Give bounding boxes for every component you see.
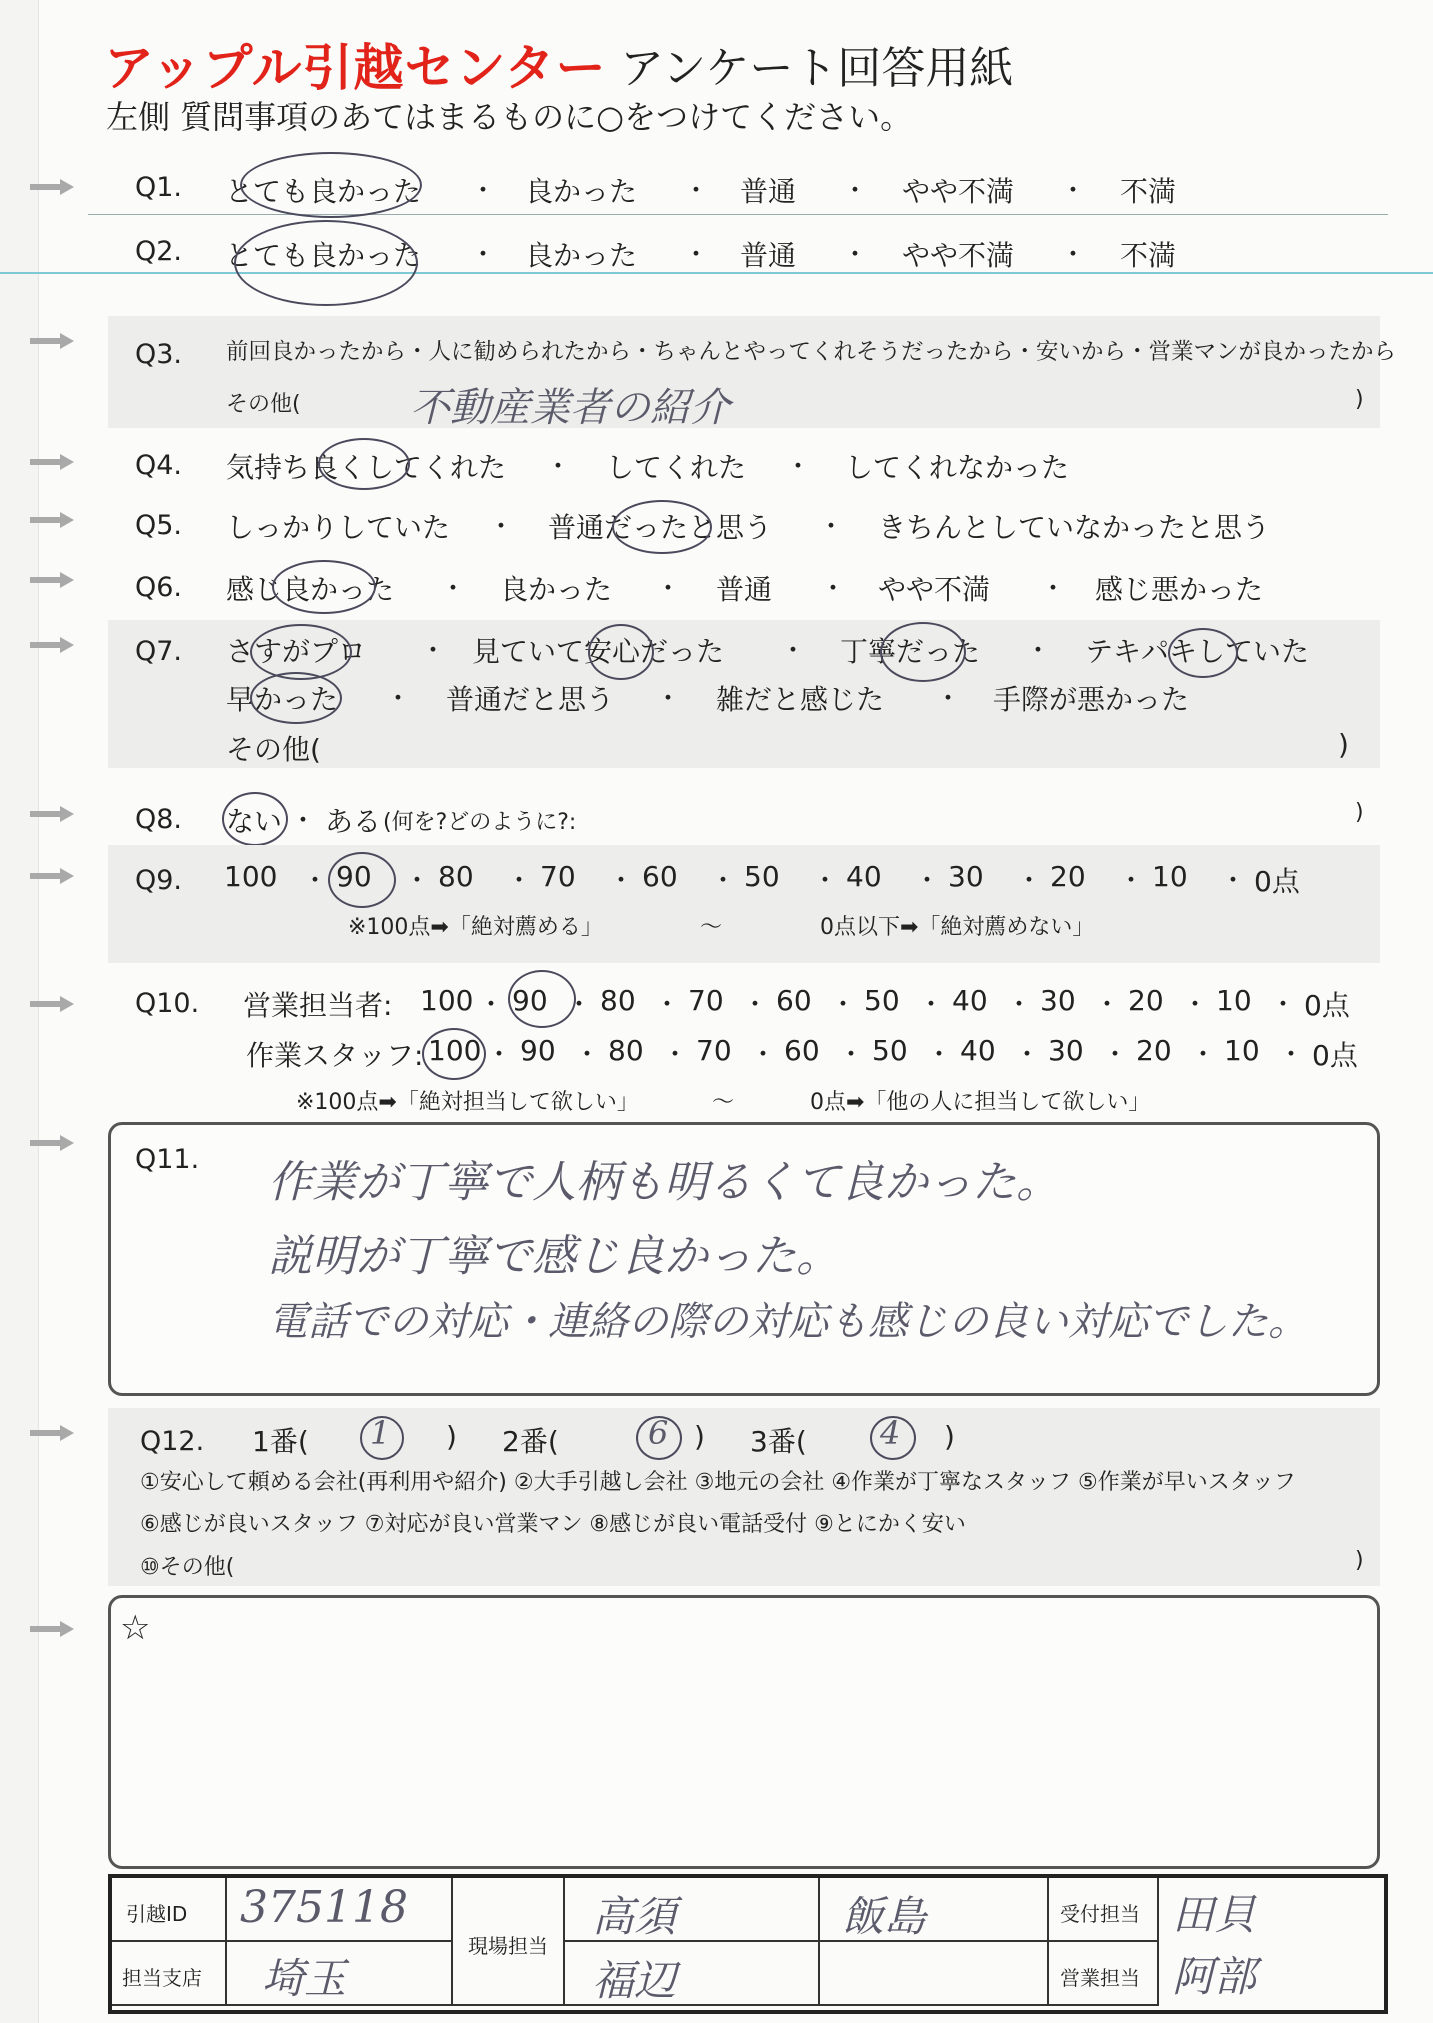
separator: ・ <box>302 866 329 896</box>
reception-label: 受付担当 <box>1060 1902 1140 1926</box>
branch-label: 担当支店 <box>122 1966 202 1990</box>
q9-score[interactable]: 80 <box>438 860 474 893</box>
q12-second-label: 2番( <box>502 1425 559 1458</box>
arrow-right-icon <box>30 179 78 195</box>
q2-option[interactable]: 不満 <box>1120 239 1177 272</box>
q10-staff-score[interactable]: 90 <box>520 1034 556 1067</box>
arrow-right-icon <box>30 1621 78 1637</box>
separator: ・ <box>566 990 593 1020</box>
q10-sales-score[interactable]: 0点 <box>1304 989 1350 1022</box>
q10-staff-score[interactable]: 50 <box>872 1034 908 1067</box>
answer-circle <box>508 970 576 1028</box>
q5-option[interactable]: きちんとしていなかったと思う <box>878 511 1271 544</box>
brand-logo: アップル引越センター <box>104 39 607 97</box>
q10-sales-score[interactable]: 60 <box>776 984 812 1017</box>
separator: ・ <box>654 990 681 1020</box>
separator: ・ <box>655 684 682 714</box>
q9-score[interactable]: 10 <box>1152 860 1188 893</box>
q9-note-mid: 〜 <box>700 915 723 940</box>
answer-circle <box>880 622 966 682</box>
separator: ・ <box>1270 990 1297 1020</box>
divider <box>88 214 1388 215</box>
q9-score[interactable]: 30 <box>948 860 984 893</box>
reception: 田貝 <box>1172 1890 1257 1939</box>
q10-staff-score[interactable]: 20 <box>1136 1034 1172 1067</box>
q4-label: Q4. <box>135 450 183 481</box>
separator: ・ <box>812 866 839 896</box>
q9-score[interactable]: 60 <box>642 860 678 893</box>
q12-label: Q12. <box>140 1426 205 1457</box>
site-staff: 飯島 <box>842 1892 927 1941</box>
separator: ・ <box>470 240 497 270</box>
q12-choices-row: ①安心して頼める会社(再利用や紹介) ②大手引越し会社 ③地元の会社 ④作業が丁寧なスタッフ ⑤作業が早いスタッフ <box>140 1470 1296 1495</box>
q11-line: 作業が丁寧で人柄も明るくて良かった。 <box>268 1157 1060 1208</box>
q7-option[interactable]: テキパキしていた <box>1085 635 1310 668</box>
q6-option[interactable]: 感じ良かった <box>226 573 395 606</box>
separator: ・ <box>486 1040 513 1070</box>
q4-option[interactable]: 気持ち良くしてくれた <box>226 451 507 484</box>
separator: ・ <box>820 574 847 604</box>
move-id-label: 引越ID <box>126 1902 188 1926</box>
sales-label: 営業担当 <box>1060 1966 1140 1990</box>
q12-third-label: 3番( <box>750 1425 807 1458</box>
separator: ・ <box>488 512 515 542</box>
q7-option[interactable]: 丁寧だった <box>840 635 981 668</box>
arrow-right-icon <box>30 572 78 588</box>
q10-note-left: ※100点➡「絶対担当して欲しい」 <box>296 1090 639 1115</box>
answer-circle <box>612 500 712 554</box>
q10-staff-score[interactable]: 80 <box>608 1034 644 1067</box>
q3-other-answer: 不動産業者の紹介 <box>410 385 730 431</box>
site-staff: 高須 <box>592 1892 677 1941</box>
separator: ・ <box>838 1040 865 1070</box>
separator: ・ <box>842 176 869 206</box>
separator: ・ <box>420 636 447 666</box>
separator: ・ <box>1060 240 1087 270</box>
footer-table <box>108 1874 1388 2014</box>
q10-staff-score[interactable]: 0点 <box>1312 1039 1358 1072</box>
separator: ・ <box>683 176 710 206</box>
q12-first-close: ) <box>446 1420 457 1453</box>
q1-option[interactable]: とても良かった <box>225 175 422 208</box>
separator: ・ <box>545 452 572 482</box>
q7-option[interactable]: 雑だと感じた <box>716 683 885 716</box>
q7-option[interactable]: 見ていて安心だった <box>472 635 725 668</box>
q7-option[interactable]: さすがプロ <box>226 635 367 668</box>
q9-score[interactable]: 40 <box>846 860 882 893</box>
q10-sales-score[interactable]: 90 <box>512 984 548 1017</box>
q10-staff-score[interactable]: 100 <box>428 1034 482 1067</box>
q12-third: 4 <box>880 1414 901 1452</box>
q3-reasons[interactable]: 前回良かったから・人に勧められたから・ちゃんとやってくれそうだったから・安いから・営業マンが良かったから <box>226 339 1397 365</box>
q10-label: Q10. <box>135 988 200 1019</box>
q7-label: Q7. <box>135 636 183 667</box>
q10-sales-score[interactable]: 10 <box>1216 984 1252 1017</box>
answer-circle <box>240 152 422 218</box>
form-title: アンケート回答用紙 <box>620 43 1014 94</box>
q8-label: Q8. <box>135 804 183 835</box>
q10-sales-score[interactable]: 80 <box>600 984 636 1017</box>
arrow-right-icon <box>30 806 78 822</box>
answer-circle <box>222 792 288 846</box>
q12-first: 1 <box>370 1414 391 1452</box>
answer-circle <box>588 624 654 680</box>
separator: ・ <box>506 866 533 896</box>
separator: ・ <box>780 636 807 666</box>
q4-option[interactable]: してくれなかった <box>845 451 1070 484</box>
q9-score[interactable]: 0点 <box>1254 865 1300 898</box>
answer-circle <box>422 1028 486 1080</box>
arrow-right-icon <box>30 454 78 470</box>
q10-staff-score[interactable]: 30 <box>1048 1034 1084 1067</box>
answer-circle <box>870 1416 916 1460</box>
separator: ・ <box>710 866 737 896</box>
arrow-right-icon <box>30 868 78 884</box>
q8-prompt: (何を?どのように?: <box>383 810 577 835</box>
q10-sales-score[interactable]: 50 <box>864 984 900 1017</box>
answer-circle <box>1168 628 1238 678</box>
q6-option[interactable]: 普通 <box>716 573 773 606</box>
q10-sales-score[interactable]: 40 <box>952 984 988 1017</box>
q1-option[interactable]: 良かった <box>525 175 638 208</box>
scan-line <box>0 272 1433 274</box>
q12-choices-row: ⑩その他( <box>140 1555 235 1580</box>
q8-yes[interactable]: ある <box>325 805 382 838</box>
q3-label: Q3. <box>135 339 183 370</box>
separator: ・ <box>1094 990 1121 1020</box>
arrow-right-icon <box>30 512 78 528</box>
q10-staff-label: 作業スタッフ: <box>246 1039 424 1072</box>
q3-other-label: その他( <box>226 392 301 417</box>
separator: ・ <box>750 1040 777 1070</box>
separator: ・ <box>1278 1040 1305 1070</box>
separator: ・ <box>935 684 962 714</box>
separator: ・ <box>385 684 412 714</box>
q6-option[interactable]: 感じ悪かった <box>1095 573 1264 606</box>
q11-line: 説明が丁寧で感じ良かった。 <box>268 1231 840 1282</box>
q12-first-label: 1番( <box>252 1425 309 1458</box>
q5-option[interactable]: しっかりしていた <box>226 511 451 544</box>
comment-box[interactable] <box>108 1595 1380 1869</box>
separator: ・ <box>478 990 505 1020</box>
q12-choices-row: ⑥感じが良いスタッフ ⑦対応が良い営業マン ⑧感じが良い電話受付 ⑨とにかく安い <box>140 1512 966 1537</box>
answer-circle <box>328 852 396 908</box>
separator: ・ <box>742 990 769 1020</box>
separator: ・ <box>1025 636 1052 666</box>
arrow-right-icon <box>30 1135 78 1151</box>
site-staff-label: 現場担当 <box>468 1934 548 1958</box>
q7-other-close: ) <box>1338 728 1349 761</box>
arrow-right-icon <box>30 996 78 1012</box>
q12-third-close: ) <box>944 1420 955 1453</box>
q12-second-close: ) <box>694 1420 705 1453</box>
q6-option[interactable]: やや不満 <box>878 573 991 606</box>
answer-circle <box>360 1416 404 1460</box>
q9-note-left: ※100点➡「絶対薦める」 <box>348 915 603 940</box>
q10-note-mid: 〜 <box>712 1090 735 1115</box>
q9-score[interactable]: 100 <box>224 860 278 893</box>
star-icon: ☆ <box>120 1608 151 1648</box>
separator: ・ <box>918 990 945 1020</box>
arrow-right-icon <box>30 333 78 349</box>
q2-option[interactable]: やや不満 <box>902 239 1015 272</box>
separator: ・ <box>1060 176 1087 206</box>
q2-option[interactable]: とても良かった <box>225 239 422 272</box>
q12-choices-close: ) <box>1355 1548 1364 1573</box>
q10-sales-score[interactable]: 70 <box>688 984 724 1017</box>
answer-circle <box>636 1416 682 1460</box>
answer-circle <box>234 220 418 306</box>
separator: ・ <box>842 240 869 270</box>
instruction: 左側 質問事項のあてはまるものに○をつけてください。 <box>106 98 913 136</box>
q11-line: 電話での対応・連絡の際の対応も感じの良い対応でした。 <box>268 1299 1308 1345</box>
q7-other-label: その他( <box>226 733 321 766</box>
q10-staff-score[interactable]: 70 <box>696 1034 732 1067</box>
q7-option[interactable]: 手際が悪かった <box>993 683 1190 716</box>
q1-option[interactable]: 普通 <box>740 175 797 208</box>
separator: ・ <box>683 240 710 270</box>
branch: 埼玉 <box>262 1954 347 2003</box>
q1-option[interactable]: やや不満 <box>902 175 1015 208</box>
q9-score[interactable]: 50 <box>744 860 780 893</box>
site-staff: 福辺 <box>592 1956 677 2005</box>
q9-score[interactable]: 20 <box>1050 860 1086 893</box>
q9-score[interactable]: 70 <box>540 860 576 893</box>
answer-circle <box>272 560 376 614</box>
answer-circle <box>318 438 410 490</box>
q10-sales-score[interactable]: 100 <box>420 984 474 1017</box>
separator: ・ <box>404 866 431 896</box>
q10-sales-score[interactable]: 30 <box>1040 984 1076 1017</box>
q1-option[interactable]: 不満 <box>1120 175 1177 208</box>
q10-staff-score[interactable]: 40 <box>960 1034 996 1067</box>
q9-label: Q9. <box>135 865 183 896</box>
q8-close: ) <box>1355 800 1364 825</box>
separator: ・ <box>830 990 857 1020</box>
q10-staff-score[interactable]: 10 <box>1224 1034 1260 1067</box>
q10-staff-score[interactable]: 60 <box>784 1034 820 1067</box>
separator: ・ <box>655 574 682 604</box>
separator: ・ <box>1016 866 1043 896</box>
arrow-right-icon <box>30 1425 78 1441</box>
answer-circle <box>250 672 342 724</box>
separator: ・ <box>818 512 845 542</box>
separator: ・ <box>608 866 635 896</box>
q10-sales-label: 営業担当者: <box>243 989 393 1022</box>
q10-sales-score[interactable]: 20 <box>1128 984 1164 1017</box>
separator: ・ <box>1014 1040 1041 1070</box>
q8-no[interactable]: ない <box>226 805 283 838</box>
separator: ・ <box>785 452 812 482</box>
separator: ・ <box>440 574 467 604</box>
separator: ・ <box>1118 866 1145 896</box>
separator: ・ <box>926 1040 953 1070</box>
move-id: 375118 <box>240 1882 408 1933</box>
separator: ・ <box>662 1040 689 1070</box>
q10-note-right: 0点➡「他の人に担当して欲しい」 <box>810 1090 1151 1115</box>
separator: ・ <box>574 1040 601 1070</box>
separator: ・ <box>1102 1040 1129 1070</box>
q2-option[interactable]: 良かった <box>525 239 638 272</box>
q2-option[interactable]: 普通 <box>740 239 797 272</box>
q1-label: Q1. <box>135 172 183 203</box>
q9-note-right: 0点以下➡「絶対薦めない」 <box>820 915 1095 940</box>
q12-second: 6 <box>648 1414 669 1452</box>
q2-label: Q2. <box>135 236 183 267</box>
sales: 阿部 <box>1172 1952 1257 2001</box>
q11-label: Q11. <box>135 1144 200 1175</box>
separator: ・ <box>1190 1040 1217 1070</box>
q4-option[interactable]: してくれた <box>606 451 747 484</box>
q5-option[interactable]: 普通だったと思う <box>548 511 773 544</box>
q7-option[interactable]: 早かった <box>226 683 339 716</box>
q9-score[interactable]: 90 <box>336 860 372 893</box>
separator: ・ <box>1006 990 1033 1020</box>
arrow-right-icon <box>30 637 78 653</box>
q6-label: Q6. <box>135 572 183 603</box>
q6-option[interactable]: 良かった <box>500 573 613 606</box>
separator: ・ <box>290 806 317 836</box>
q5-label: Q5. <box>135 510 183 541</box>
separator: ・ <box>1220 866 1247 896</box>
separator: ・ <box>1182 990 1209 1020</box>
q7-option[interactable]: 普通だと思う <box>446 683 615 716</box>
separator: ・ <box>914 866 941 896</box>
q3-other-close: ) <box>1355 387 1364 412</box>
separator: ・ <box>1040 574 1067 604</box>
separator: ・ <box>470 176 497 206</box>
